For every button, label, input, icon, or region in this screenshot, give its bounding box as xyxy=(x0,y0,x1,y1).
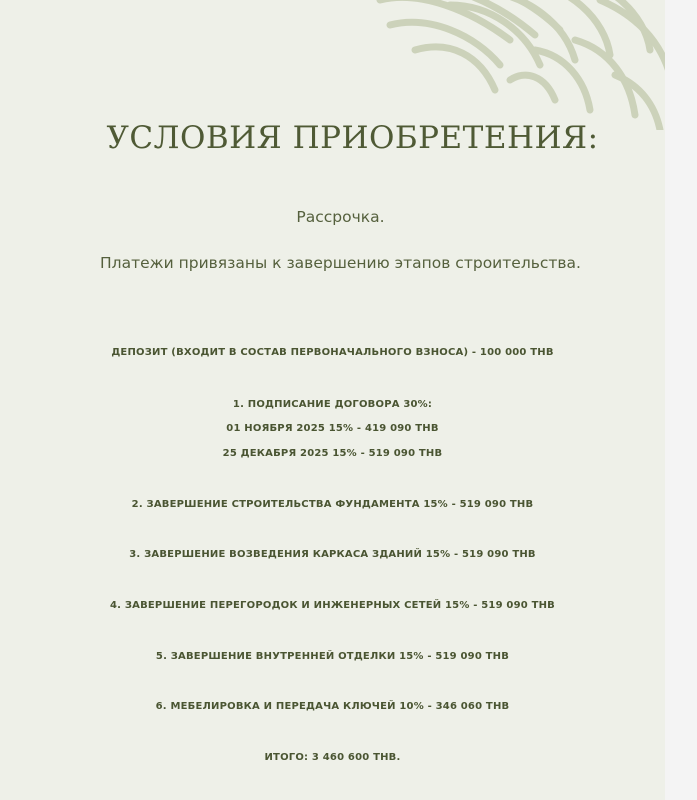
step1-payment-1: 01 НОЯБРЯ 2025 15% - 419 090 THB xyxy=(226,423,439,434)
page-title: УСЛОВИЯ ПРИОБРЕТЕНИЯ: xyxy=(106,120,599,156)
deposit-line: ДЕПОЗИТ (ВХОДИТ В СОСТАВ ПЕРВОНАЧАЛЬНОГО ВЗНОСА) - 100 000 THB xyxy=(111,347,554,358)
step3-line: 3. ЗАВЕРШЕНИЕ ВОЗВЕДЕНИЯ КАРКАСА ЗДАНИЙ 15% - 519 090 THB xyxy=(129,549,536,560)
fingerprint-decoration xyxy=(360,0,665,130)
step2-line: 2. ЗАВЕРШЕНИЕ СТРОИТЕЛЬСТВА ФУНДАМЕНТА 15% - 519 090 THB xyxy=(131,499,534,510)
subtitle-installment: Рассрочка. xyxy=(296,208,385,226)
step1-title: 1. ПОДПИСАНИЕ ДОГОВОРА 30%: xyxy=(232,399,433,410)
step4-line: 4. ЗАВЕРШЕНИЕ ПЕРЕГОРОДОК И ИНЖЕНЕРНЫХ СЕТЕЙ 15% - 519 090 THB xyxy=(110,600,555,611)
step1-payment-2: 25 ДЕКАБРЯ 2025 15% - 519 090 THB xyxy=(222,448,443,459)
step5-line: 5. ЗАВЕРШЕНИЕ ВНУТРЕННЕЙ ОТДЕЛКИ 15% - 519 090 THB xyxy=(155,651,510,662)
viewer-margin xyxy=(665,0,697,800)
subtitle-payments-note: Платежи привязаны к завершению этапов строительства. xyxy=(100,254,581,272)
total-line: ИТОГО: 3 460 600 THB. xyxy=(264,752,401,763)
step6-line: 6. МЕБЕЛИРОВКА И ПЕРЕДАЧА КЛЮЧЕЙ 10% - 346 060 THB xyxy=(155,701,510,712)
